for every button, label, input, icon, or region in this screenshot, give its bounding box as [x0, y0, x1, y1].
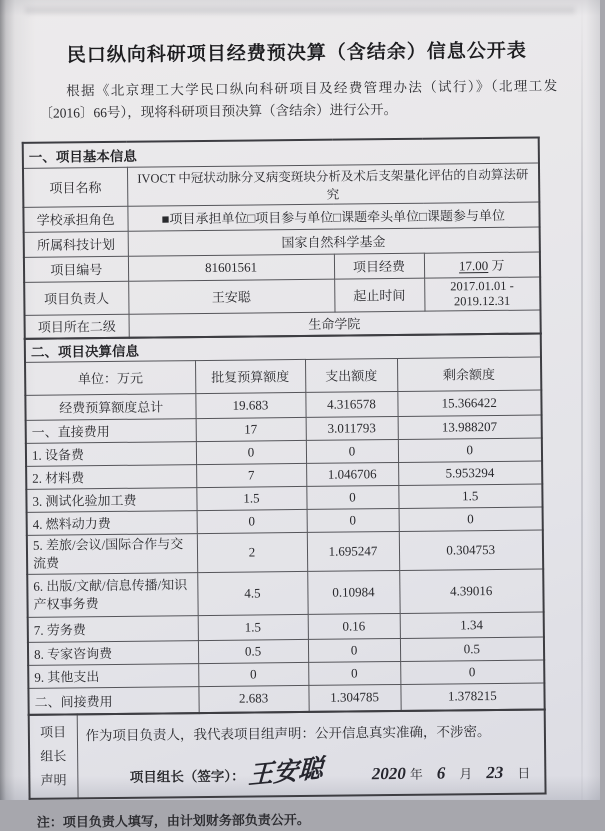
project-name-label: 项目名称	[23, 167, 127, 207]
section1-heading: 一、项目基本信息	[23, 137, 539, 168]
period-value: 2017.01.01 - 2019.12.31	[424, 277, 540, 311]
declaration-content	[77, 709, 546, 798]
table-row: 2. 材料费 7 1.046706 5.953294	[26, 461, 542, 489]
funds-unit: 万	[491, 258, 505, 274]
table-row: 9. 其他支出 0 0 0	[28, 660, 544, 688]
declaration-row	[29, 709, 546, 798]
date-day-unit: 日	[517, 765, 531, 781]
table-row: 6. 出版/文献/信息传播/知识产权事务费 4.5 0.10984 4.39016	[27, 569, 543, 617]
project-name-row	[23, 163, 539, 207]
table-row: 经费预算额度总计 19.683 4.316578 15.366422	[25, 390, 541, 420]
date-month-unit: 月	[459, 765, 473, 782]
dept-label: 项目所在二级	[25, 314, 129, 339]
basic-info-table	[22, 136, 542, 339]
declaration-statement: 作为项目负责人，我代表项目组声明：公开信息真实准确，不涉密。	[85, 723, 491, 743]
unit-header: 单位：万元	[25, 360, 195, 395]
col-header-budget: 批复预算额度	[195, 359, 305, 393]
role-checkbox-value: ■项目承担单位□项目参与单位□课题牵头单位□课题参与单位	[127, 202, 539, 231]
settlement-table	[24, 332, 546, 715]
funds-amount: 17.00	[458, 258, 489, 274]
table-row: 8. 专家咨询费 0.5 0 0.5	[28, 637, 544, 665]
date-group	[372, 762, 537, 784]
settlement-header-row	[25, 357, 541, 395]
funds-label: 项目经费	[334, 253, 424, 279]
signature-row	[86, 749, 537, 790]
table-row: 二、间接费用 2.683 1.304785 1.378215	[28, 683, 544, 715]
table-row: 1. 设备费 0 0 0	[26, 438, 542, 466]
project-name-value: IVOCT 中冠状动脉分叉病变斑块分析及术后支架量化评估的自动算法研究	[127, 163, 539, 206]
table-row: 5. 差旅/会议/国际合作与交流费 2 1.695247 0.304753	[27, 530, 543, 574]
table-row: 4. 燃料动力费 0 0 0	[27, 507, 543, 535]
date-year-unit: 年	[409, 766, 423, 782]
declaration-side-label: 项目 组长 声明	[29, 714, 78, 798]
declaration-block	[28, 708, 547, 799]
handwritten-signature: 王安聪	[248, 755, 324, 790]
col-header-spent: 支出额度	[305, 358, 397, 392]
role-label: 学校承担角色	[23, 206, 127, 232]
leader-value: 王安聪	[128, 279, 334, 314]
table-row: 一、直接费用 17 3.011793 13.988207	[26, 415, 542, 443]
section2-heading: 二、项目决算信息	[25, 333, 541, 362]
sign-label: 项目组长（签字）：	[129, 768, 245, 785]
project-code-label: 项目编号	[24, 256, 128, 282]
period-label: 起止时间	[334, 278, 424, 312]
date-day: 23	[486, 762, 504, 782]
table-row: 3. 测试化验加工费 1.5 0 1.5	[26, 484, 542, 512]
date-month: 6	[436, 763, 446, 783]
funds-value-cell	[424, 252, 540, 278]
date-year: 2020	[371, 763, 406, 783]
col-header-remain: 剩余额度	[397, 357, 541, 392]
table-row: 7. 劳务费 1.5 0.16 1.34	[28, 612, 544, 642]
project-code-value: 81601561	[128, 254, 334, 281]
page-title: 民口纵向科研项目经费预决算（含结余）信息公开表	[66, 40, 527, 67]
intro-paragraph: 根据《北京理工大学民口纵向科研项目及经费管理办法（试行）》（北理工发〔2016〕66号），现将科研项目预决算（含结余）进行公开。	[39, 78, 558, 121]
footnote: 注：项目负责人填写，由计划财务部负责公开。	[36, 811, 310, 830]
leader-period-row	[24, 277, 540, 315]
leader-label: 项目负责人	[24, 281, 128, 315]
program-label: 所属科技计划	[24, 231, 128, 257]
program-value: 国家自然科学基金	[128, 227, 540, 256]
dept-value: 生命学院	[129, 310, 541, 338]
